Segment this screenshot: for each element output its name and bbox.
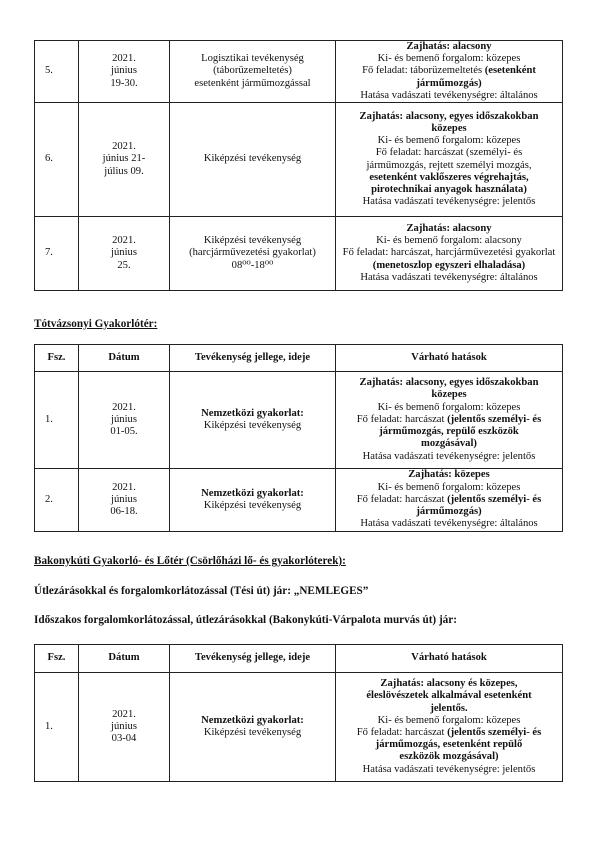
effect-text: Fő feladat: harcászat [356, 493, 448, 505]
table-totvazsony [34, 344, 563, 532]
header-effects: Várható hatások [336, 645, 563, 673]
date-line: 2021. [112, 53, 136, 65]
table-row [35, 469, 563, 532]
effect-line: Ki- és bemenő forgalom: közepes [377, 481, 521, 493]
row-number: 1. [35, 372, 79, 469]
date-line: 2021. [112, 235, 136, 247]
activity-cell [170, 217, 336, 291]
date-line: 2021. [112, 141, 136, 153]
effect-line: járműmozgás) [416, 77, 482, 89]
table-bakonykuti [34, 644, 563, 782]
effect-line: Fő feladat: harcászat (személyi- és [375, 147, 523, 159]
table-header-row [35, 645, 563, 673]
activity-cell [170, 41, 336, 103]
effect-line [338, 65, 560, 77]
date-cell [79, 41, 170, 103]
effect-line: Zajhatás: alacsony [406, 41, 492, 52]
activity-line: (táborüzemeltetés) [213, 65, 292, 77]
effect-line: Hatása vadászati tevékenységre: jelentős [362, 763, 536, 775]
date-line: június 21- [102, 153, 146, 165]
header-fsz: Fsz. [35, 645, 79, 673]
effect-line: Fő feladat: harcászat, harcjárművezetési gyakorlat [342, 247, 556, 259]
effects-cell [336, 673, 563, 782]
activity-line: Nemzetközi gyakorlat: [201, 407, 304, 419]
activity-cell [170, 673, 336, 782]
activity-line: Kiképzési tevékenység [203, 235, 302, 247]
effect-line: Hatása vadászati tevékenységre: általános [360, 518, 538, 530]
effect-line: Ki- és bemenő forgalom: alacsony [376, 235, 522, 247]
effect-line: esetenként vaklőszeres végrehajtás, [369, 171, 529, 183]
row-number: 7. [35, 217, 79, 291]
table-top-continuation [34, 40, 563, 291]
effect-line: éleslövészetek alkalmával esetenként [366, 690, 532, 702]
effect-line [338, 494, 560, 506]
road-closure-line: Útlezárásokkal és forgalomkorlátozással (Tési út) jár: „NEMLEGES” [34, 585, 369, 597]
effect-line: járműmozgás, repülő eszközök [379, 426, 519, 438]
date-line: június [111, 65, 137, 77]
effect-line: Zajhatás: közepes [408, 469, 490, 481]
table-header-row [35, 345, 563, 372]
effects-cell [336, 217, 563, 291]
effect-line: Zajhatás: alacsony és közepes, [380, 678, 518, 690]
effects-cell [336, 372, 563, 469]
effect-line: Ki- és bemenő forgalom: közepes [377, 401, 521, 413]
activity-line: Nemzetközi gyakorlat: [201, 714, 304, 726]
table-bakonykuti-body [35, 645, 563, 782]
activity-cell [170, 372, 336, 469]
date-line: 2021. [112, 401, 136, 413]
date-line: június [111, 247, 137, 259]
effect-line [338, 414, 560, 426]
activity-line: Nemzetközi gyakorlat: [201, 487, 304, 499]
effect-line: Zajhatás: alacsony, egyes időszakokban [359, 110, 539, 122]
activity-line: 08⁰⁰-18⁰⁰ [231, 259, 274, 271]
row-number: 5. [35, 41, 79, 103]
date-line: június [111, 493, 137, 505]
section-title-totvazsony: Tótvázsonyi Gyakorlótér: [34, 318, 158, 330]
date-cell [79, 372, 170, 469]
effect-line: jelentős. [430, 702, 468, 714]
effect-line: pirotechnikai anyagok használata) [371, 183, 527, 195]
effect-text-bold: (esetenként [484, 65, 536, 77]
date-line: 25. [117, 259, 131, 271]
effect-line: közepes [431, 122, 467, 134]
date-line: június [111, 413, 137, 425]
activity-line: Kiképzési tevékenység [203, 727, 302, 738]
header-datum: Dátum [79, 345, 170, 372]
header-activity: Tevékenység jellege, ideje [170, 345, 336, 372]
effect-line: járműmozgás, rejtett személyi mozgás, [366, 159, 532, 171]
effect-text-bold: (jelentős személyi- és [447, 727, 542, 738]
activity-line: (harcjárművezetési gyakorlat) [189, 247, 316, 259]
effect-text: Fő feladat: harcászat [356, 727, 448, 738]
date-cell [79, 673, 170, 782]
effect-line: közepes [431, 389, 467, 401]
header-datum: Dátum [79, 645, 170, 673]
date-cell [79, 103, 170, 217]
effect-line: (menetoszlop egyszeri elhaladása) [372, 259, 526, 271]
activity-line: esetenként járműmozgással [194, 77, 311, 89]
date-line: 2021. [112, 481, 136, 493]
date-line: 03-04 [111, 733, 137, 745]
header-activity: Tevékenység jellege, ideje [170, 645, 336, 673]
date-line: június [111, 720, 137, 732]
date-line: 19-30. [110, 77, 138, 89]
date-cell [79, 469, 170, 532]
effect-line: Ki- és bemenő forgalom: közepes [377, 714, 521, 726]
activity-cell [170, 103, 336, 217]
date-line: 06-18. [110, 506, 138, 518]
effect-line: Ki- és bemenő forgalom: közepes [377, 135, 521, 147]
effect-line: Hatása vadászati tevékenységre: általános [360, 271, 538, 283]
effect-text-bold: (jelentős személyi- és [447, 413, 542, 425]
header-fsz: Fsz. [35, 345, 79, 372]
effect-line: Zajhatás: alacsony, egyes időszakokban [359, 377, 539, 389]
effect-line: Zajhatás: alacsony [406, 223, 492, 234]
effects-cell [336, 41, 563, 103]
effect-line [338, 727, 560, 739]
date-line: 01-05. [110, 426, 138, 438]
row-number: 2. [35, 469, 79, 532]
row-number: 1. [35, 673, 79, 782]
effect-line: Ki- és bemenő forgalom: közepes [377, 53, 521, 65]
effect-line: mozgásával) [421, 438, 477, 450]
activity-line: Kiképzési tevékenység [203, 420, 302, 431]
activity-line: Kiképzési tevékenység [203, 500, 302, 511]
table-top-body [35, 41, 563, 291]
effect-line: eszközök mozgásával) [399, 751, 499, 763]
effect-line: Hatása vadászati tevékenységre: általános [360, 89, 538, 101]
date-line: 2021. [112, 708, 136, 720]
effect-text: Fő feladat: táborüzemeltetés [362, 65, 485, 77]
effect-line: járműmozgás, esetenként repülő [375, 739, 523, 751]
table-row [35, 41, 563, 103]
row-number: 6. [35, 103, 79, 217]
effect-line: járműmozgás) [416, 506, 482, 518]
header-effects: Várható hatások [336, 345, 563, 372]
activity-line: Logisztikai tevékenység [201, 53, 304, 65]
activity-cell [170, 469, 336, 532]
effects-cell [336, 103, 563, 217]
effect-text: Fő feladat: harcászat [356, 413, 448, 425]
traffic-restriction-line: Időszakos forgalomkorlátozással, útlezárásokkal (Bakonykúti-Várpalota murvás út) jár: [34, 614, 457, 626]
table-row [35, 217, 563, 291]
effect-line: Hatása vadászati tevékenységre: jelentős [362, 196, 536, 208]
activity-line: Kiképzési tevékenység [203, 153, 302, 165]
table-row [35, 372, 563, 469]
section-title-bakonykuti: Bakonykúti Gyakorló- és Lőtér (Csörlőházi lő- és gyakorlóterek): [34, 555, 346, 567]
effect-text-bold: (jelentős személyi- és [447, 493, 542, 505]
table-totvazsony-body [35, 345, 563, 532]
effect-line: Hatása vadászati tevékenységre: jelentős [362, 450, 536, 462]
date-line: július 09. [104, 165, 144, 177]
date-cell [79, 217, 170, 291]
effects-cell [336, 469, 563, 532]
table-row [35, 673, 563, 782]
table-row [35, 103, 563, 217]
